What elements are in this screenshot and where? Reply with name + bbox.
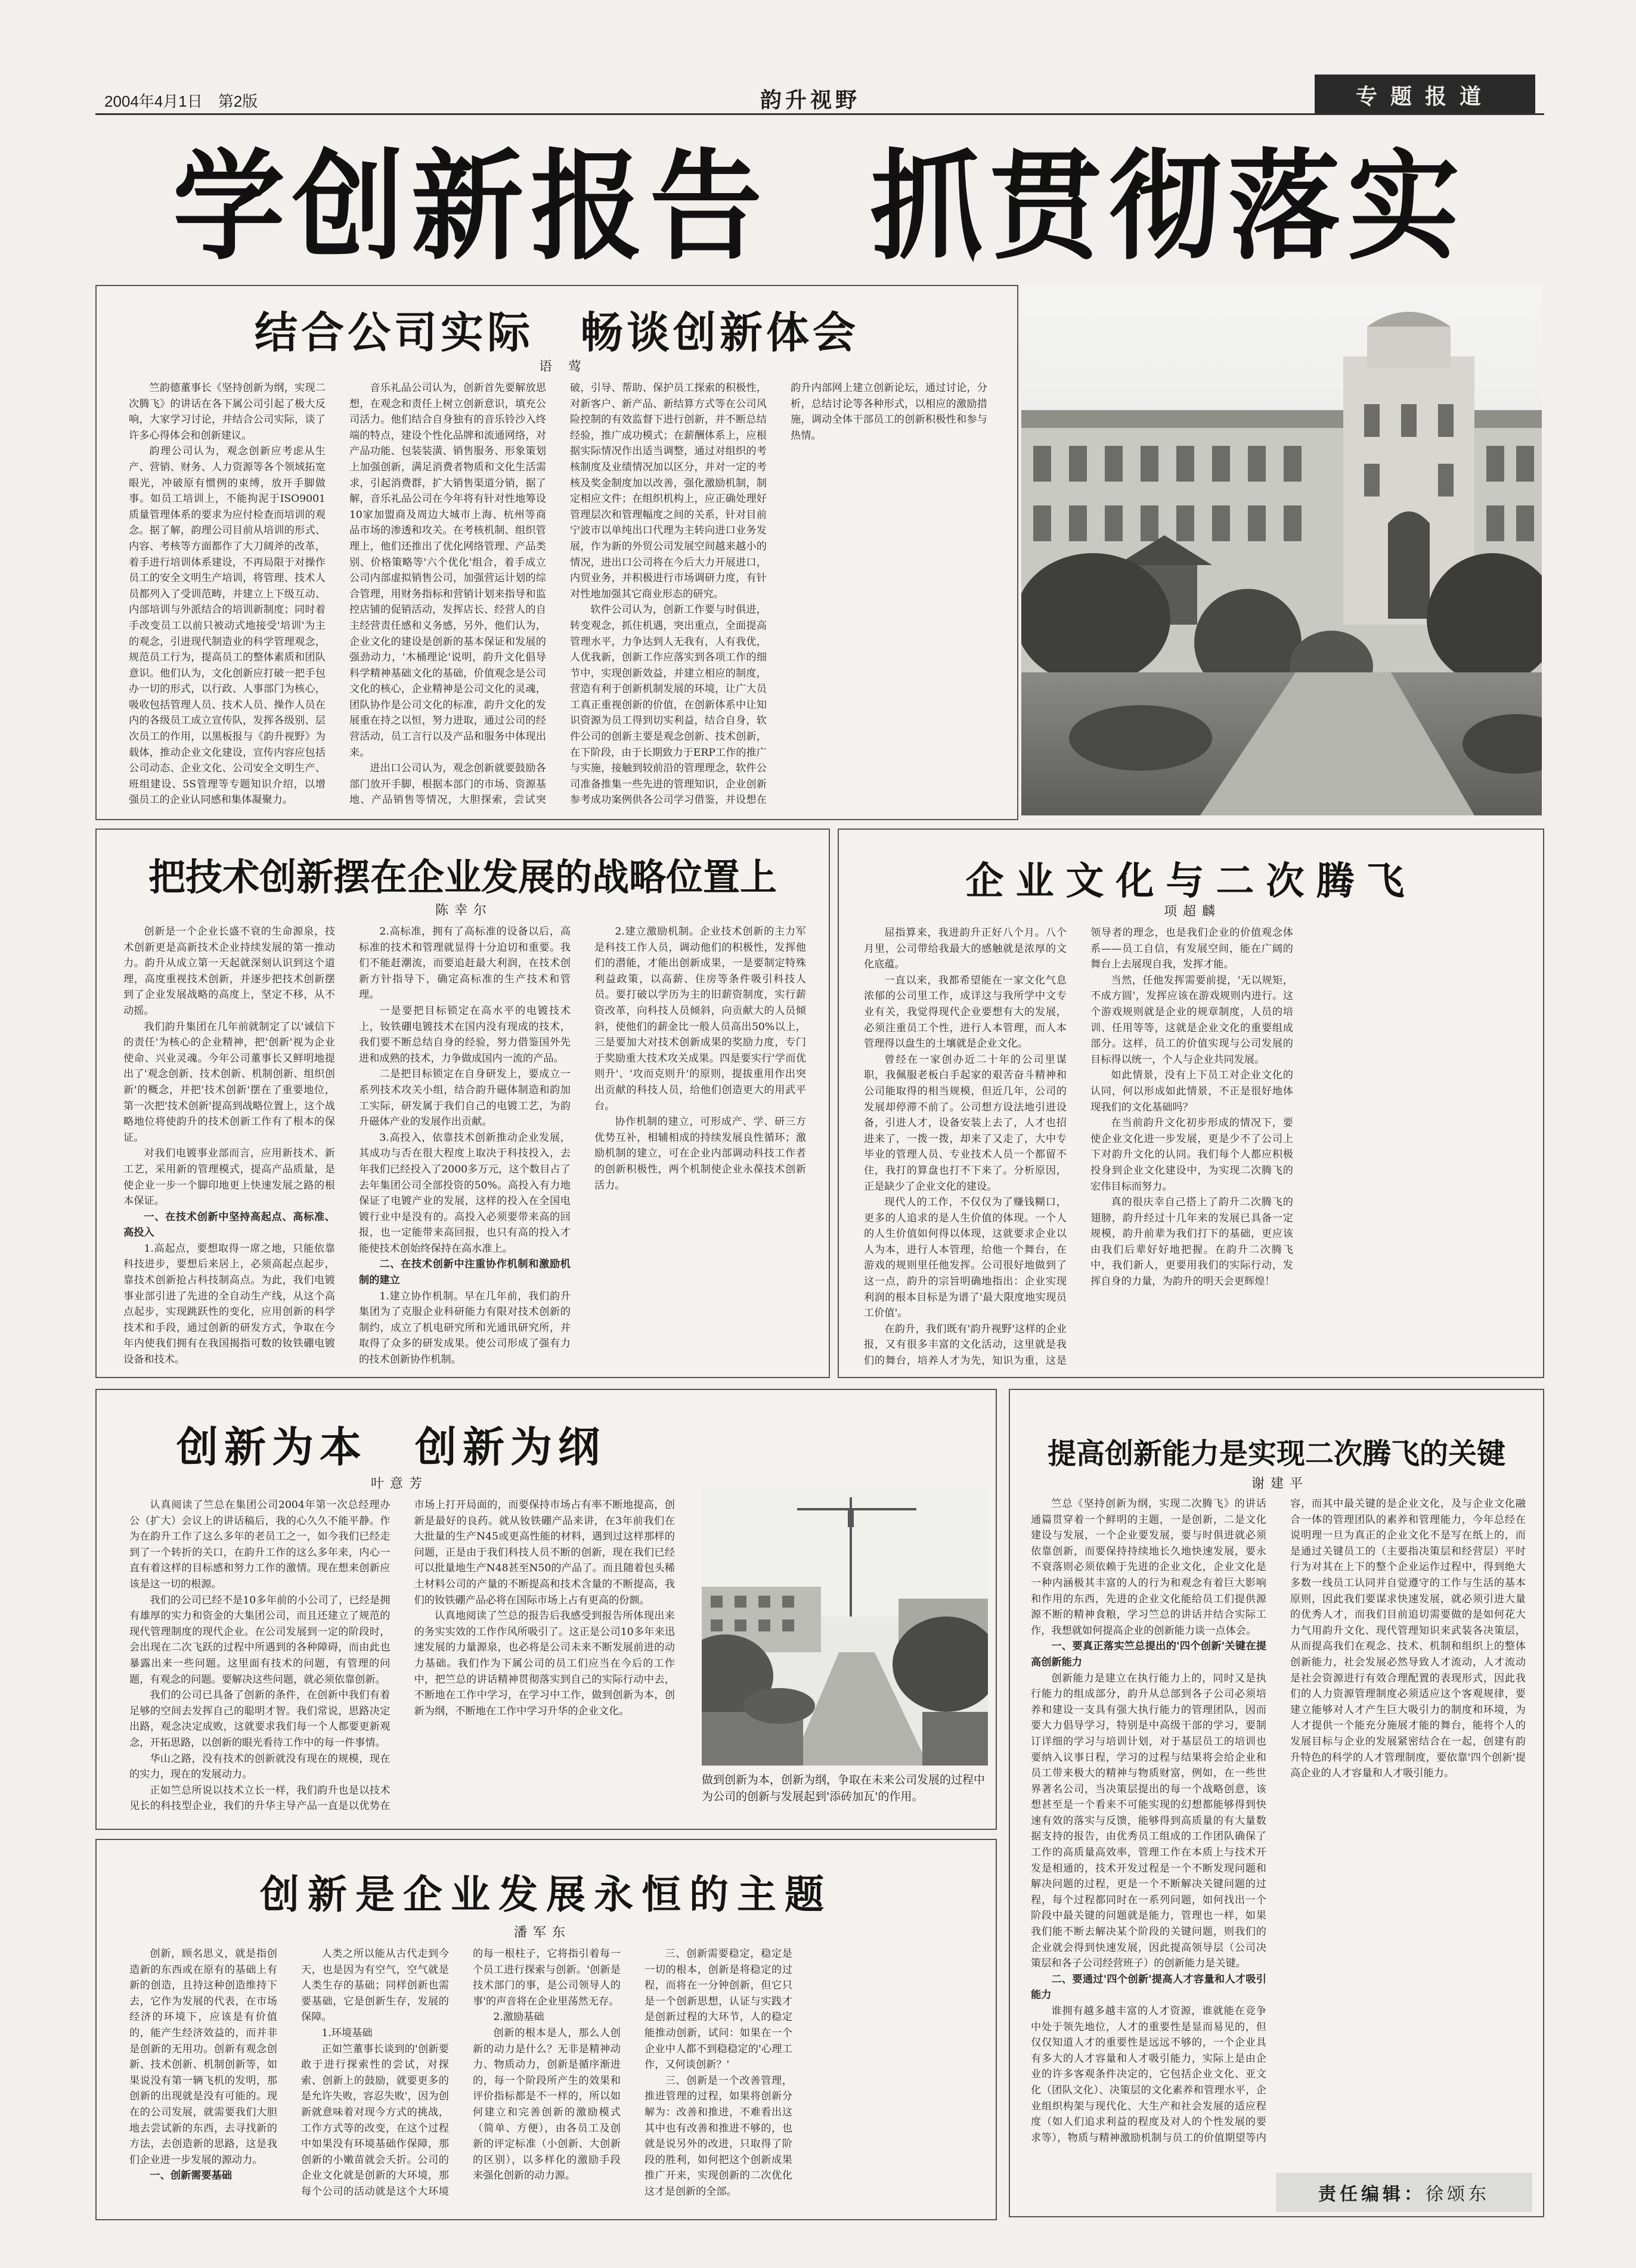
editor-label: 责任编辑： [1318,2184,1426,2205]
paragraph: 真的很庆幸自己搭上了韵升二次腾飞的翅膀，韵升经过十几年来的发展已具备一定规模，韵升前辈为我们打下的基础，更应该由我们后辈好好地把握。在韵升二次腾飞中，我们新人，更要用我们的实际行动，发挥自身的力量，为韵升的明天会更辉煌！ [1090,1196,1293,1288]
campus-photo [702,1485,988,1766]
paragraph: 正如竺总所说以技术立长一样，我们韵升也是以技术见长的科技型企业，我们的升华主导产品一直是以优势在市场上打开局面的，而要保持市场占有率不断地提高，创新是最好的良药。就从钕铁硼产品来讲，在3年前我们在大批量的生产N45或更高性能的材料，遇到过这样那样的问题，正是由于我们科技人员不断的创新，现在我们已经可以批量地生产N48甚至N50的产品了。而且随着包头稀土材料公司的产量的不断提高和技术含量的不断提高，我们的钕铁硼产品必将在国际市场上占有更高的份额。 [129,1499,675,1813]
article-3-body [864,925,1520,1372]
main-headline [95,114,1544,279]
headline-left: 学创新报告 [173,138,769,277]
article-5-author: 谢建平 [1251,1476,1309,1491]
section-badge: 专题报道 [1315,75,1535,115]
paragraph: 创新是一个企业长盛不衰的生命源泉，技术创新更是高新技术企业持续发展的第一推动力。韵升从成立第一天起就深刻认识到这个道理，高度重视技术创新，并逐步把技术创新摆到了企业发展战略的高度上，坚定不移，从不动摇。 [123,926,335,1017]
paragraph: 一是要把目标锁定在高水平的电镀技术上，钕铁硼电镀技术在国内没有现成的技术，我们要不断总结自身的经验，努力借鉴国外先进和成熟的技术，力争做成国内一流的产品。 [359,1004,571,1065]
article-1-title: 结合公司实际 畅谈创新体会 [254,307,859,358]
article-4-title: 创新为本 创新为纲 [176,1422,606,1472]
article-1 [95,285,1018,820]
article-1-body [129,380,987,812]
article-4 [95,1389,997,1830]
paragraph: 创新的根本是人，那么人创新的动力是什么？无非是精神动力、物质动力，创新是循序渐进的，每一个阶段所产生的效果和评价指标都是不一样的，所以如何建立和完善创新的激励模式（简单、方便），由各员工及创新的评定标准（小创新、大创新的区别），以多样化的激励手段来强化创新的动力源。 [473,2027,621,2182]
article-6-body [129,1946,964,2214]
article-5 [1009,1389,1544,2217]
article-2-title: 把技术创新摆在企业发展的战略位置上 [148,855,777,899]
paragraph: 当然，任他发挥需要前提，'无以规矩，不成方圆'，发挥应该在游戏规则内进行。这个游戏规则就是企业的规章制度，人员的培训、任用等等，这就是企业文化的重要组成部分。这样，员工的价值实现与公司发展的目标得以统一，个人与企业共同发展。 [1090,974,1293,1066]
paragraph: 2.激励基础 [493,2011,544,2024]
article-6-author: 潘军东 [514,1925,572,1940]
paragraph: 认真地阅读了竺总的报告后我感受到报告所体现出来的务实实效的工作作风所吸引了。这正是公司10多年来迅速发展的力量源泉，也必将是公司未来不断发展前进的动力基础。我们作为下属公司的员工们应当在今后的工作中，把竺总的讲话精神贯彻落实到自己的实际行动中去，不断地在工作中学习，在学习中工作，做到创新为本，创新为纲，不断地在工作中学习升华的企业文化。 [414,1610,675,1717]
issue-date: 2004年4月1日 第2版 [104,92,258,110]
paragraph: 二、要通过'四个创新'提高人才容量和人才吸引能力 [1031,1973,1266,2002]
article-3 [838,829,1544,1378]
paragraph: 软件公司认为，创新工作要与时俱进，转变观念，抓住机遇，突出重点，全面提高管理水平，力争达到人无我有，人有我优，人优我新，创新工作应落实到各项工作的细节中，实现创新效益，并建立相应的制度，营造有利于创新机制发展的环境，让广大员工真正重视创新的价值，在创新体系中让知识资源为员工得到切实利益，结合自身，软件公司的创新主要是观念创新、技术创新，在下阶段，由于长期致力于ERP工作的推广与实施，接触到较前沿的管理理念，软件公司准备推集一些先进的管理知识，企业创新参考成功案例供各公司学习借鉴，并设想在韵升内部网上建立创新论坛，通过讨论，分析，总结讨论等各种形式，以相应的激励措施，调动全体干部员工的创新积极性和参与热情。 [570,382,987,806]
paragraph: 创新能力是建立在执行能力上的，同时又是执行能力的组成部分，韵升从总部到各子公司必须培养和建设一支具有强大执行能力的管理团队，因而要大力倡导学习，特别是中高级干部的学习，要制订详细的学习与培训计划，对于基层员工的培训也要纳入议事日程，学习的过程与结果将会给企业和员工带来极大的精神与物质财富，例如，在一些世界著名公司，当决策层提出的每一个战略创意，该想甚至是一个看来不可能实现的幻想都能够得到快速有效的落实与反馈，能够得到高质量的有大量数据支持的报告，由优秀员工组成的工作团队确保了工作的高质量高效率，管理工作在本质上与技术开发是相通的，技术开发过程是一个不断发现问题和解决问题的过程，更是一个不断解决关键问题的过程，每个过程都同时在一系列问题，如何找出一个阶段中最关键的问题就是能力，管理也一样，如果我们能不断去解决某个阶段的关键问题，则我们的企业就会得到快速发展，因此提高领导层（公司决策层和各子公司经营班子）的创新能力是关键。 [1031,1672,1266,1970]
responsible-editor [1276,2173,1532,2212]
paragraph: 三、创新是一个改善管理，推进管理的过程，如果将创新分解为：改善和推进，不难看出这其中也有改善和推进不够的，也就是说另外的改进，只取得了阶段的胜利，如何把这个创新成果推广开来，实现创新的二次优化这才是创新的全部。 [645,2074,792,2198]
paragraph: 在当前韵升文化初步形成的情况下，要使企业文化进一步发展，更是少不了公司上下对韵升文化的认同。我们每个人都应积极投身到企业文化建设中，为实现二次腾飞的宏伟目标而努力。 [1090,1117,1293,1193]
paragraph: 二是把目标锁定在自身研发上，要成立一系列技术攻关小组，结合韵升磁体制造和韵加工实际，研发属于我们自己的电镀工艺，为韵升磁体产业的发展作出贡献。 [359,1068,571,1128]
paragraph: 1.环境基础 [321,2027,373,2039]
paragraph: 2.建立激励机制。企业技术创新的主力军是科技工作人员，调动他们的积极性，发挥他们的潜能，才能出创新成果，一是要制定特殊利益政策，以高薪、住房等条件吸引科技人员。要打破以学历为主的旧薪资制度，实行薪资改革，向科技人员倾斜，向贡献大的人员倾斜，使他们的薪金比一般人员高出50%以上，三是要加大对技术创新成果的奖励力度，专门于奖励重大技术攻关成果。四是要实行'学而优则升'、'攻而克则升'的原则，提拔重用作出突出贡献的科技人员，给他们创造更大的用武平台。 [594,926,806,1112]
paragraph: 1.建立协作机制。早在几年前，我们韵升集团为了克服企业科研能力有限对技术创新的制约，成立了机电研究所和光通讯研究所，并取得了众多的研发成果。使公司形成了强有力的技术创新协作机制。 [359,1290,571,1366]
paragraph: 正如竺董事长谈到的'创新要敢于进行探索性的尝试，对探索、创新上的鼓励，就要更多的是允许失败，容忍失败'，因为创新就意味着对现今方式的挑战，工作方式等的改变，在这个过程中如果没有环境基础作保障，那创新的小嫩苗就会夭折。公司的企业文化就是创新的大环境，那每个公司的活动就是这个大环境的每一根柱子，它将指引着每一个员工进行探索与创新。'创新是技术部门的事，是公司领导人的事'的声音将在企业里荡然无存。 [301,1948,621,2198]
paragraph: 一直以来，我都希望能在一家文化气息浓郁的公司里工作，成详这与我所学中文专业有关，我觉得现代企业要想有大的发展，必须注重员工个性，进行人本管理，而人本管理得以盘生的土壤就是企业文化。 [864,974,1067,1050]
building-photo [1021,285,1542,815]
campus-photo-caption: 做到创新为本，创新为纲，争取在未来公司发展的过程中为公司的创新与发展起到'添砖加瓦'的作用。 [702,1773,986,1803]
paragraph: 韵理公司认为，观念创新应考虑从生产、营销、财务、人力资源等各个领域拓宽眼光，冲破原有惯例的束缚，放开手脚做事。如员工培训上，不能拘泥于ISO9001质量管理体系的要求为应付检查而培训的观念。据了解，韵理公司目前从培训的形式、内容、考核等方面都作了大刀阔斧的改革，着手进行培训体系建设，不再局限于对操作员工的安全文明生产培训，将管理、技术人员都列入了受训范畴，并建立上下级互动、内部培训与外派结合的培训新制度；同时着手改变员工以前只被动式地接受'培训'为主的观念，引进现代制造业的科学管理观念，规范员工行为，提高员工的整体素质和团队意识。他们认为，文化创新应打破一把手包办一切的形式，以行政、人事部门为核心，吸收包括管理人员、技术人员、操作人员在内的各级员工成立宣传队，发挥各级别、层次员工的作用，以黑板报与《韵升视野》为载体，推动企业文化建设，宣传内容应包括公司动态、企业文化、公司安全文明生产、班组建设、5S管理等专题知识介绍，以增强员工的企业认同感和集体凝聚力。 [129,445,326,806]
paragraph: 进出口公司认为，观念创新就要鼓励各部门放开手脚，根据本部门的市场、资源基地、产品销售等情况，大胆探索，尝试突破，引导、帮助、保护员工探索的积极性，对新客户、新产品、新结算方式等在公司风险控制的有效监督下进行创新，并不断总结经验，推广成功模式；在薪酬体系上，应根据实际情况作出适当调整，通过对组织的考核制度及业绩情况加以区分，并对一定的考核及奖金制度加以改善，强化激励机制，制定相应文件；在组织机构上，应正确处理好管理层次和管理幅度之间的关系，针对目前宁波市以单纯出口代理为主转向进口业务发展，作为新的外贸公司发展空间越来越小的情况，进出口公司将在今后大力开展进口，内贸业务，并积极进行市场调研力度，有针对性地加强其它商业形态的研究。 [349,382,767,806]
paragraph: 华山之路，没有技术的创新就没有现在的规模，现在的实力，现在的发展动力。 [129,1752,391,1781]
paragraph: 谁拥有越多越丰富的人才资源，谁就能在竞争中处于领先地位，人才的重要性是显而易见的，但仅仅知道人才的重要性是远远不够的，一个企业具有多大的人才容量和人才吸引能力，实际上是由企业的许多客观条件决定的，它包括企业文化、亚文化（团队文化）、决策层的文化素养和管理水平，企业组织构架与现代化、大生产和社会发展的适应程度（如人们追求利益的程度及对人的个性发展的要求等），物质与精神激励机制与员工的价值期望等内容，而其中最关键的是企业文化，及与企业文化融合一体的管理团队的素养和管理能力，今年总经在说明理一旦为真正的企业文化不是写在纸上的，而是通过关键员工的（主要指决策层和经营层）平时行为对其在上下的整个企业运作过程中，得到绝大多数一线员工认同并自觉遵守的工作与生活的基本原则，因此我们要谋求快速发展，就必须引进大量的优秀人才，而我们目前追切需要做的是如何花大力气用韵升文化、现代管理知识来武装各决策层，从而提高我们在观念、技术、机制和组织上的整体创新能力，社会发展必然导致人才流动，人才流动是社会资源进行有效合理配置的表现形式，因此我们的人力资源管理制度必须适应这个客观规律，要建立能够对人才产生巨大吸引力的制度和环境，为人才提供一个能充分施展才能的舞台，能将个人的发展目标与企业的发展紧密结合在一起，创建有韵升特色的科学的人才管理制度，要依靠'四个创新'提高企业的人才容量和人才吸引能力。 [1031,1498,1526,2144]
paragraph: 三、创新需要稳定，稳定是一切的根本，创新是将稳定的过程，而将在一分钟创新，但它只是一个创新思想，认证与实践才是创新过程的大环节，人的稳定能推动创新，试问：如果在一个企业中人都不到稳稳定的'心理工作，又何谈创新？' [645,1948,792,2071]
headline-right: 抓贯彻落实 [870,138,1467,277]
article-5-title: 提高创新能力是实现二次腾飞的关键 [1047,1437,1505,1470]
paragraph: 如此情景，没有上下员工对企业文化的认同，何以形成如此情景，不正是很好地体现我们的文化基础吗？ [1090,1069,1293,1113]
paragraph: 3.高投入，依靠技术创新推动企业发展，其成功与否在很大程度上取决于科技投入，去年我们已经投入了2000多万元，这个数目占了去年集团公司全部投资的50%。高投入有力地保证了电镀产业的发展，这样的投入在全国电镀行业中是没有的。高投入必须要带来高的回报，也一定能带来高回报，也只有高的投入才能使技术创始终保持在高水准上。 [359,1131,571,1255]
paragraph: 一、创新需要基础 [150,2170,232,2182]
article-4-author: 叶意芳 [371,1476,429,1491]
paragraph: 我们的公司已经不是10多年前的小公司了，已经是拥有雄厚的实力和资金的大集团公司，而且还建立了规范的现代管理制度的现代企业。在公司发展到一定的阶段时，会出现在二次飞跃的过程中所遇到的各种障碍，而由此也暴露出来一些问题。这里面有技术的问题，有管理的问题，有观念的问题。要解决这些问题，就必须依靠创新。 [129,1594,391,1686]
paragraph: 人类之所以能从古代走到今天，也是因为有空气，空气就是人类生存的基础；同样创新也需要基础，它是创新生存，发展的保障。 [301,1948,449,2024]
paragraph: 在韵升，我们既有'韵升视野'这样的企业报，又有很多丰富的文化活动，这里就是我们的舞台，培养人才为先，知识为重，这是领导者的理念，也是我们企业的价值观念体系——员工自信，有发展空间，能在广阔的舞台上去展现自我，发挥才能。 [864,927,1293,1367]
article-2 [95,829,830,1378]
article-3-title: 企业文化与二次腾飞 [965,859,1417,904]
article-6 [95,1839,997,2220]
paragraph: 我们的公司已具备了创新的条件，在创新中我们有着足够的空间去发挥自己的聪明才智。我们常说，思路决定出路，观念决定成败，这就要求我们每一个人都要更新观念，开拓思路，以创新的眼光看待工作中的每一件事情。 [129,1689,391,1749]
article-6-title: 创新是企业发展永恒的主题 [260,1871,832,1918]
article-3-author: 项超麟 [1164,904,1222,919]
paragraph: 竺韵德董事长《坚持创新为纲，实现二次腾飞》的讲话在各下属公司引起了极大反响，大家学习讨论，并结合公司实际，谈了许多心得体会和创新建议。 [129,382,326,442]
paragraph: 创新，顾名思义，就是指创造新的东西或在原有的基础上有新的创造，且持这种创造维持下去，它作为发展的代表，在市场经济的环境下，应该是有价值的，能产生经济效益的，而并非是创新的无用功。创新有观念创新、技术创新、机制创新等，如果说没有第一辆飞机的发明，那创新的出现就是没有可能的。现在的公司发展，就需要我们大胆地去尝试新的东西，去寻找新的方法，去创造新的思路，这是我们企业进一步发展的源动力。 [129,1948,277,2166]
paragraph: 现代人的工作，不仅仅为了赚钱糊口，更多的人追求的是人生价值的体现。一个人的人生价值如何得以体现，这就要求企业以人为本，进行人本管理，给他一个舞台，在游戏的规则里任他发挥。公司很好地做到了这一点，韵升的宗旨明确地指出：企业实现利润的根本目标是为谱了'最大限度地实现员工价值'。 [864,1196,1067,1320]
paragraph: 1.高起点，要想取得一席之地，只能依靠科技进步，要想后来居上，必须高起点起步，靠技术创新抢占科技制高点。为此，我们电镀事业部引进了先进的全自动生产线，从这个高点起步，实现跳跃性的变化，应用创新的科学技术和手段，通过创新的研发方式，争取在今年内使我们拥有在我国揭指可数的钕铁硼电镀设备和技术。 [123,1242,335,1366]
paragraph: 我们韵升集团在几年前就制定了以'诚信下的责任'为核心的企业精神，把'创新'视为企业使命、兴业灵魂。今年公司董事长又鲜明地提出了'观念创新、技术创新、机制创新、组织创新'的概念，并把'技术创新'摆在了重要地位，第一次把'技术创新'提高到战略位置上，这个战略地位将使韵升的技术创新工作有了根本的保证。 [123,1020,335,1144]
paragraph: 认真阅读了竺总在集团公司2004年第一次总经理办公（扩大）会议上的讲话稿后，我的心久久不能平静。作为在韵升工作了这么多年的老员工之一，如今我们已经走到了一个转折的关口，在韵升工作的这么多年来，内心一直有着这样的目标感和努力工作的激情。现在想来创新应该是这一切的根源。 [129,1499,391,1590]
paragraph: 二、在技术创新中注重协作机制和激励机制的建立 [359,1258,571,1287]
editor-name: 徐颂东 [1426,2184,1490,2205]
paragraph: 一、在技术创新中坚持高起点、高标准、高投入 [123,1211,335,1239]
paragraph: 一、要真正落实竺总提出的'四个创新'关键在提高创新能力 [1031,1640,1266,1668]
paragraph: 对我们电镀事业部而言，应用新技术、新工艺，采用新的管理模式，提高产品质量，是使企业一步一个脚印地更上快速发展之路的根本保证。 [123,1147,335,1208]
article-2-body [123,924,806,1371]
paper-name: 韵升视野 [760,88,861,113]
paragraph: 协作机制的建立，可形成产、学、研三方优势互补，相辅相成的持续发展良性循环；激励机制的建立，可在企业内部调动科技工作者的创新积极性，两个机制使企业永葆技术创新活力。 [594,1116,806,1192]
article-5-body [1031,1496,1526,2149]
article-4-body [129,1497,675,1819]
paragraph: 音乐礼品公司认为，创新首先要解放思想，在观念和责任上树立创新意识，填充公司活力。他们结合自身独有的音乐铃沙入终端的特点，建设个性化品牌和流通网络，对产品功能、包装装潢、销售服务、形象策划上加强创新，满足消费者物质和文化生活需求，引起消费群，扩大销售渠道分销，据了解，音乐礼品公司在今年将有针对性地筹设10家加盟商及周边大城市上海、杭州等商品市场的渗透和攻关。在考核机制、组织管理上，他们还推出了优化网络管理、产品类别、价格策略等'六个优化'组合，着手成立公司内部虚拟销售公司，加强营运计划的综合管理，用财务指标和营销计划来指导和监控店铺的促销活动，发挥店长、经营人的自主经营责任感和义务感，另外，他们认为，企业文化的建设是创新的基本保证和发展的强劲动力，'木桶理论'说明，韵升文化倡导科学精神基础文化的基础，价值观念是公司文化的核心，企业精神是公司文化的灵魂，团队协作是公司文化的标准，韵升文化的发展重在持之以恒，努力进取，通过公司的经营活动，员工言行以及产品和服务中体现出来。 [349,382,546,759]
article-1-author: 语 莺 [539,359,587,374]
paragraph: 2.高标准，拥有了高标准的设备以后，高标准的技术和管理就显得十分迫切和重要。我们不能赶潮流，而要追赶最大利润，在技术创新方针指导下，确定高标准的生产技术和管理。 [359,926,571,1001]
paragraph: 曾经在一家创办近二十年的公司里谋职，我佩服老板白手起家的艰苦奋斗精神和公司能取得的相当规模，但近几年，公司的发展却停滞不前了。公司想方设法地引进设备，引进人才，设备安装上去了，人才也招进来了，一拨一拨，却来了又走了，大中专毕业的管理人员、专业技术人员一个都留不住，我打的算盘也打不下来了。分析原因，正是缺少了企业文化的建设。 [864,1053,1067,1193]
article-2-author: 陈幸尔 [435,903,493,918]
paragraph: 竺总《坚持创新为纲，实现二次腾飞》的讲话通篇贯穿着一个鲜明的主题，一是创新，二是文化建设与发展，一个企业要发展，要与时俱进就必须依靠创新，而要保持持续地长久地快速发展，要永不衰落则必须依赖于先进的企业文化，企业文化是一种内涵极其丰富的人的行为和观念有着巨大影响和作用的东西，先进的企业文化能给员工们提供源源不断的精神食粮，学习竺总的讲话并结合实际工作，我想就如何提高企业的创新能力谈一点体会。 [1031,1498,1266,1637]
paragraph: 屈指算来，我进韵升正好八个月。八个月里，公司带给我最大的感触就是浓厚的文化底蕴。 [864,927,1067,971]
